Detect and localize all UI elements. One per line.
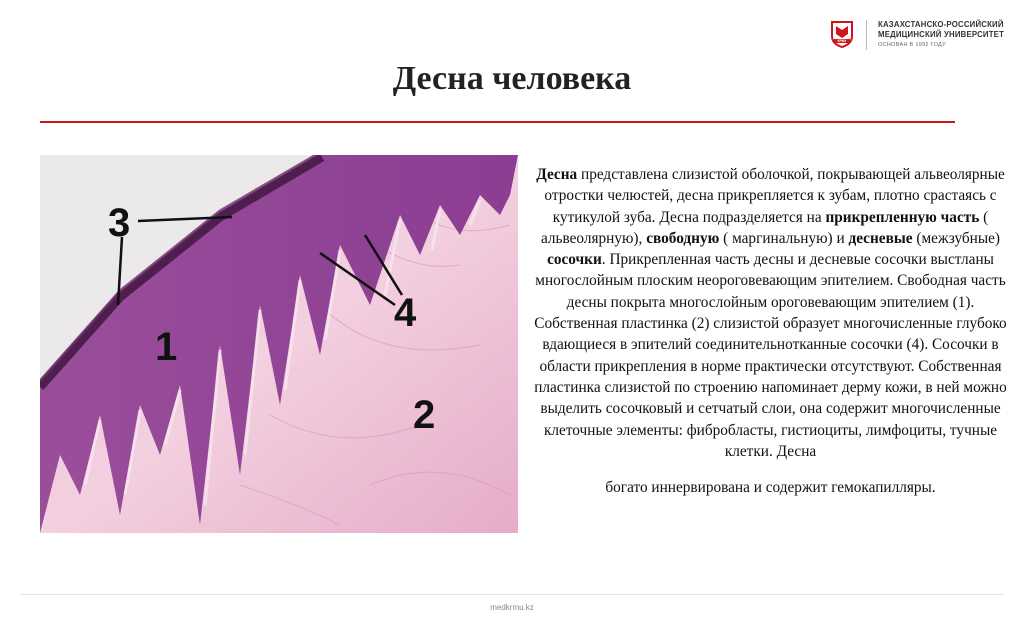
description-part4: (межзубные) (912, 229, 1001, 247)
slide-title: Десна человека (392, 60, 632, 97)
description-tail: богато иннервирована и содержит гемокапилляры. (605, 479, 936, 497)
footer-url: medkrmu.kz (490, 603, 534, 612)
university-name (878, 20, 1018, 48)
label-1: 1 (155, 325, 178, 369)
term-desna: Десна (536, 166, 578, 183)
logo-text: КРМУ (837, 39, 847, 44)
description-part1: представлена слизистой оболочкой, покрывающей альвеолярные отростки челюстей, десна прикрепляется к зубам, плотно срастаясь с кутикулой зуба. Десна подразделяется на (544, 166, 1005, 226)
label-3: 3 (108, 201, 131, 245)
term-gingival: десневые (848, 229, 913, 247)
university-name-line2: МЕДИЦИНСКИЙ УНИВЕРСИТЕТ (878, 30, 1005, 39)
logo-divider (866, 20, 867, 50)
term-free: свободную (646, 229, 720, 247)
title-underline (40, 121, 955, 123)
label-2: 2 (413, 393, 436, 437)
label-4: 4 (394, 291, 417, 335)
term-attached: прикрепленную часть (825, 208, 980, 226)
footer-divider (20, 594, 1004, 595)
university-name-line1: КАЗАХСТАНСКО-РОССИЙСКИЙ (878, 20, 1004, 29)
term-papillae: сосочки (547, 251, 602, 269)
university-shield-logo (830, 20, 854, 48)
description-part3: ( маргинальную) и (719, 229, 849, 247)
university-founded: ОСНОВАН В 1992 ГОДУ (878, 42, 946, 48)
gum-histology-micrograph (40, 155, 518, 533)
description-part5: . Прикрепленная часть десны и десневые сосочки выстланы многослойным плоским неороговевающим эпителием. Свободная часть десны покрыта многослойным ороговевающим эпителием (1). Собственная пластинка (2) слизистой образует многочисленные глубоко вдающиеся в эпителий соединительнотканные сосочки (4). Сосочки в области прикрепления в норме практически отсутствуют. Собственная пластинка слизистой по строению напоминает дерму кожи, в ней можно выделить сосочковый и сетчатый слои, она содержит многочисленные клеточные элементы: фибробласты, гистиоциты, лимфоциты, тучные клетки. Десна (534, 251, 1007, 460)
description-part2: ( альвеолярную), (540, 208, 989, 247)
description-text (533, 164, 1008, 498)
